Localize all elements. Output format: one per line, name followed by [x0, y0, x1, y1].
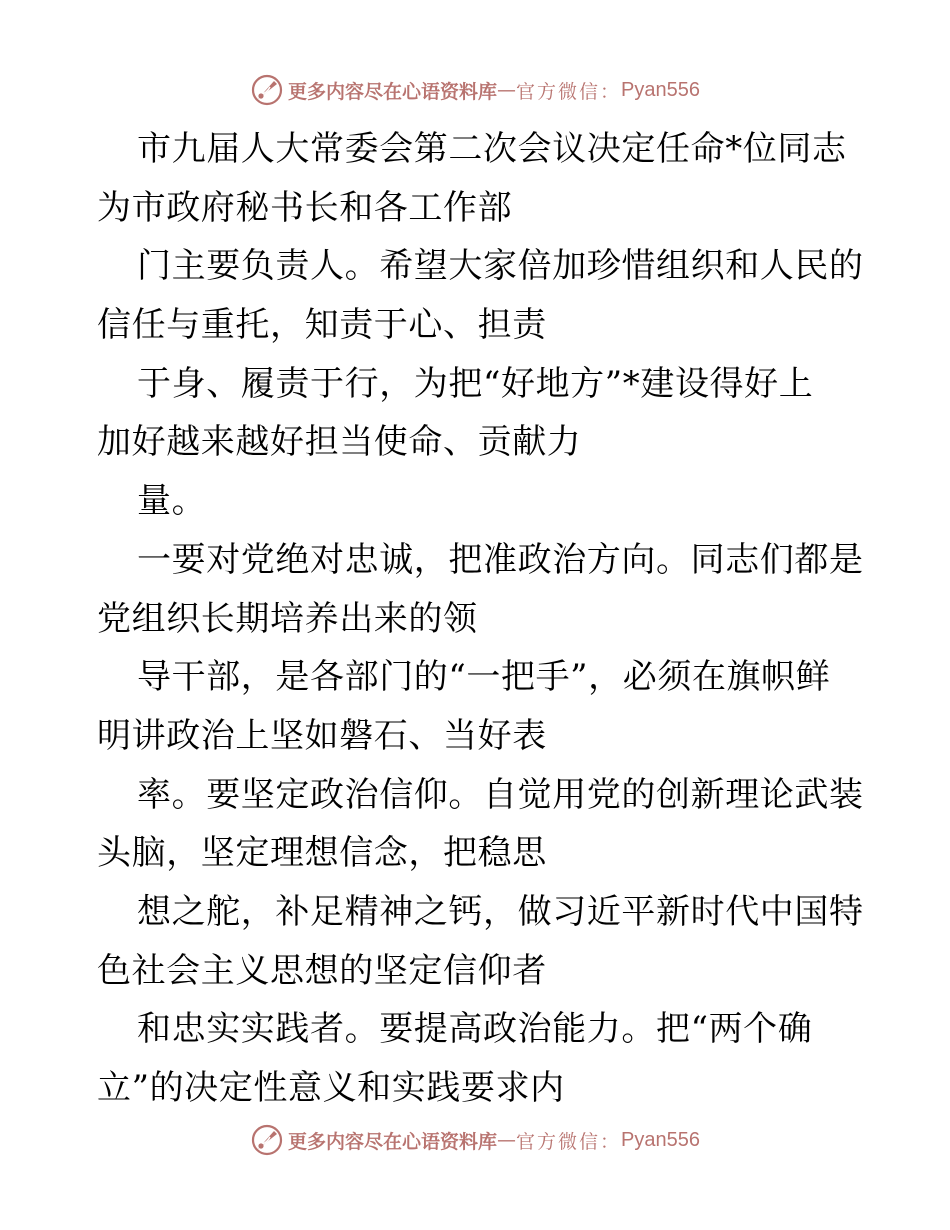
- header-watermark: [0, 70, 950, 110]
- text-line: 和忠实实践者。要提高政治能力。把“两个确: [137, 1009, 813, 1050]
- quill-logo-icon: [250, 1123, 284, 1157]
- watermark-wechat-id: Pyan556: [621, 1128, 700, 1151]
- text-line: 明讲政治上坚如磐石、当好表: [97, 715, 547, 756]
- text-line: 加好越来越好担当使命、贡献力: [97, 422, 582, 463]
- watermark-text: 更多内容尽在心语资料库: [288, 80, 498, 103]
- text-line: 率。要坚定政治信仰。自觉用党的创新理论武装: [137, 774, 864, 815]
- text-line: 于身、履责于行，为把“好地方”*建设得好上: [137, 363, 814, 404]
- watermark-dash: —: [497, 79, 517, 101]
- text-line: 量。: [137, 481, 207, 522]
- text-line: 一要对党绝对忠诚，把准政治方向。同志们都是: [137, 539, 864, 580]
- text-line: 门主要负责人。希望大家倍加珍惜组织和人民的: [137, 246, 864, 287]
- text-line: 为市政府秘书长和各工作部: [97, 187, 513, 228]
- document-body: [97, 120, 864, 1118]
- footer-watermark: [0, 1120, 950, 1160]
- text-line: 色社会主义思想的坚定信仰者: [97, 950, 547, 991]
- text-line: 导干部，是各部门的“一把手”，必须在旗帜鲜: [137, 657, 831, 698]
- text-line: 想之舵，补足精神之钙，做习近平新时代中国特: [137, 891, 864, 932]
- quill-logo-icon: [250, 73, 284, 107]
- watermark-wechat-label: 官方微信：: [516, 80, 622, 103]
- watermark-text: 更多内容尽在心语资料库: [288, 1130, 498, 1153]
- watermark-wechat-label: 官方微信：: [516, 1130, 622, 1153]
- watermark-dash: —: [497, 1129, 517, 1151]
- text-line: 头脑，坚定理想信念，把稳思: [97, 833, 547, 874]
- text-line: 党组织长期培养出来的领: [97, 598, 478, 639]
- text-line: 立”的决定性意义和实践要求内: [97, 1068, 565, 1108]
- text-line: 信任与重托，知责于心、担责: [97, 305, 547, 346]
- text-line: 市九届人大常委会第二次会议决定任命*位同志: [137, 129, 847, 169]
- watermark-wechat-id: Pyan556: [621, 78, 700, 101]
